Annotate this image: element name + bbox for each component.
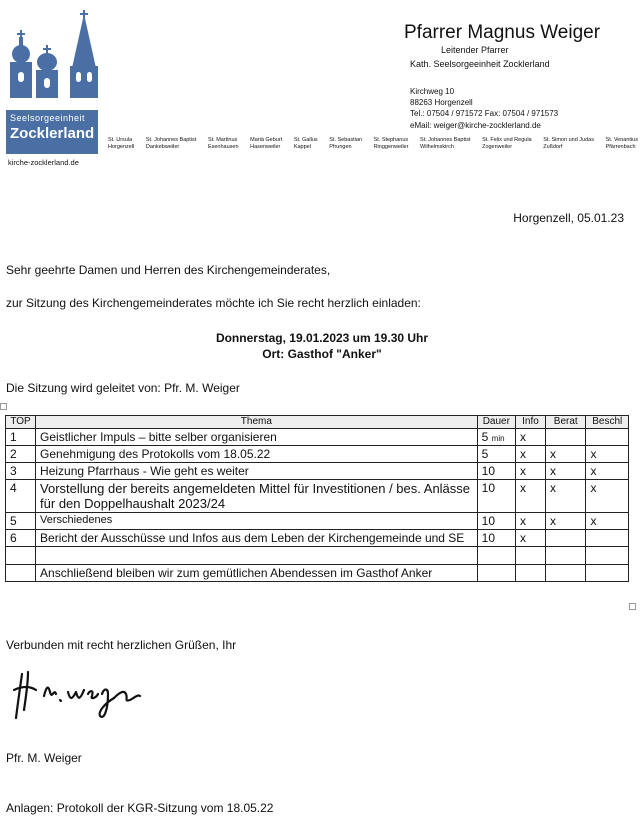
- meeting-date-time: Donnerstag, 19.01.2023 um 19.30 Uhr: [215, 331, 429, 345]
- parish-place: Zußdorf: [543, 144, 563, 150]
- parish-saint: St. Martinus: [207, 137, 238, 143]
- attachments-text: Anlagen: Protokoll der KGR-Sitzung vom 18.05.22: [6, 801, 274, 815]
- parish-saint: St. Johannes Baptist: [420, 137, 471, 143]
- parish-item: [374, 137, 409, 151]
- cell-footer-note: Anschließend bleiben wir zum gemütlichen Abendessen im Gasthof Anker: [36, 565, 478, 582]
- cell-beschl: [586, 530, 629, 547]
- parish-item: [108, 137, 134, 151]
- cell-top: 2: [6, 446, 36, 463]
- cell-empty: [477, 565, 515, 582]
- parish-place: Wilhelmskirch: [420, 144, 454, 150]
- table-move-handle[interactable]: [0, 403, 7, 410]
- letter-date: Horgenzell, 05.01.23: [513, 211, 624, 225]
- sender-name: Pfarrer Magnus Weiger: [404, 22, 601, 43]
- logo-wordmark: [6, 110, 98, 154]
- cell-dauer: 10: [477, 463, 515, 480]
- parish-saint: St. Venantius: [605, 137, 638, 143]
- agenda-header-row: [6, 416, 629, 429]
- parish-place: Dankebweiler: [145, 144, 180, 150]
- col-header-top: TOP: [6, 416, 36, 429]
- cell-dauer: 10: [477, 513, 515, 530]
- cell-info: x: [515, 480, 545, 513]
- logo-line-2: Zocklerland: [10, 125, 95, 142]
- sender-city: 88263 Horgenzell: [410, 98, 473, 108]
- parish-place: Esenhausen: [207, 144, 239, 150]
- cell-top: 4: [6, 480, 36, 513]
- cell-dauer: [477, 429, 515, 446]
- col-header-berat: Berat: [546, 416, 586, 429]
- parish-list: [108, 137, 638, 151]
- parish-saint: St. Johannes Baptist: [145, 137, 197, 143]
- cell-empty: [6, 565, 36, 582]
- cell-beschl: x: [586, 463, 629, 480]
- table-row-footer: [6, 565, 629, 582]
- parish-saint: Mariä Geburt: [250, 137, 283, 143]
- parish-saint: St. Stephanus: [373, 137, 409, 143]
- sender-email[interactable]: eMail: weiger@kirche-zocklerland.de: [410, 120, 541, 130]
- agenda-table: [5, 415, 629, 582]
- cell-empty: [515, 565, 545, 582]
- signer-name: Pfr. M. Weiger: [6, 751, 82, 765]
- parish-saint: St. Gallus: [293, 137, 318, 143]
- parish-item: [146, 137, 196, 151]
- cell-beschl: x: [586, 446, 629, 463]
- cell-berat: [546, 530, 586, 547]
- cell-empty: [586, 565, 629, 582]
- cell-berat: x: [546, 463, 586, 480]
- parish-place: Pfrungen: [329, 144, 352, 150]
- church-logo-icon: [6, 10, 98, 98]
- cell-info: x: [515, 446, 545, 463]
- cell-berat: x: [546, 480, 586, 513]
- parish-saint: St. Ursula: [108, 137, 133, 143]
- salutation: Sehr geehrte Damen und Herren des Kirchengemeinderates,: [6, 263, 331, 277]
- cell-info: x: [515, 530, 545, 547]
- cell-dauer-value: 5: [481, 430, 489, 444]
- website-link[interactable]: kirche-zocklerland.de: [8, 158, 79, 167]
- col-header-info: Info: [515, 416, 545, 429]
- sender-address: [410, 86, 558, 131]
- cell-thema: Verschiedenes: [36, 513, 478, 530]
- sender-phone: Tel.: 07504 / 971572 Fax: 07504 / 971573: [410, 109, 559, 119]
- cell-empty: [586, 547, 629, 565]
- parish-item: [294, 137, 318, 151]
- parish-item: [329, 137, 362, 151]
- parish-saint: St. Felix und Regula: [482, 137, 532, 143]
- cell-berat: x: [546, 513, 586, 530]
- cell-dauer: 10: [477, 480, 515, 513]
- table-row: [6, 446, 629, 463]
- parish-item: [420, 137, 470, 151]
- cell-dauer: 5: [477, 446, 515, 463]
- cell-top: 1: [6, 429, 36, 446]
- table-resize-handle[interactable]: [629, 603, 636, 610]
- cell-info: x: [515, 463, 545, 480]
- col-header-thema: Thema: [36, 416, 478, 429]
- col-header-beschl: Beschl: [586, 416, 629, 429]
- parish-place: Hasenweiler: [250, 144, 281, 150]
- meeting-location: Ort: Gasthof "Anker": [262, 347, 382, 361]
- parish-place: Horgenzell: [108, 144, 135, 150]
- sender-street: Kirchweg 10: [410, 87, 455, 96]
- cell-empty: [546, 565, 586, 582]
- cell-beschl: x: [586, 513, 629, 530]
- sender-role: Leitender Pfarrer: [441, 45, 509, 55]
- intro-text: zur Sitzung des Kirchengemeinderates möchte ich Sie recht herzlich einladen:: [6, 296, 421, 310]
- parish-place: Pfärrenbach: [605, 144, 636, 150]
- chair-text: Die Sitzung wird geleitet von: Pfr. M. Weiger: [6, 381, 240, 395]
- cell-info: x: [515, 429, 545, 446]
- cell-info: x: [515, 513, 545, 530]
- parish-item: [606, 137, 638, 151]
- cell-top: 6: [6, 530, 36, 547]
- parish-place: Zogenweiler: [482, 144, 513, 150]
- parish-saint: St. Simon und Judas: [543, 137, 594, 143]
- parish-item: [208, 137, 239, 151]
- table-row: [6, 429, 629, 446]
- sender-unit: Kath. Seelsorgeeinheit Zocklerland: [410, 59, 550, 69]
- cell-thema: Vorstellung der bereits angemeldeten Mittel für Investitionen / bes. Anlässe für den Doppelhaushalt 2023/24: [36, 480, 478, 513]
- cell-thema: Bericht der Ausschüsse und Infos aus dem Leben der Kirchengemeinde und SE: [36, 530, 478, 547]
- signature-image: [10, 666, 145, 726]
- col-header-dauer: Dauer: [477, 416, 515, 429]
- parish-saint: St. Sebastian: [329, 137, 362, 143]
- cell-empty: [477, 547, 515, 565]
- cell-beschl: x: [586, 480, 629, 513]
- table-row: [6, 480, 629, 513]
- parish-item: [482, 137, 532, 151]
- cell-empty: [6, 547, 36, 565]
- parish-place: Kappel: [293, 144, 311, 150]
- cell-dauer: 10: [477, 530, 515, 547]
- cell-top: 3: [6, 463, 36, 480]
- cell-thema: Genehmigung des Protokolls vom 18.05.22: [36, 446, 478, 463]
- cell-empty: [515, 547, 545, 565]
- parish-item: [543, 137, 594, 151]
- cell-dauer-unit: min: [491, 434, 505, 443]
- logo-line-1: Seelsorgeeinheit: [10, 113, 86, 123]
- closing-text: Verbunden mit recht herzlichen Grüßen, Ihr: [6, 638, 237, 652]
- cell-empty: [36, 547, 478, 565]
- cell-beschl: [586, 429, 629, 446]
- cell-thema: Heizung Pfarrhaus - Wie geht es weiter: [36, 463, 478, 480]
- table-row: [6, 513, 629, 530]
- cell-empty: [546, 547, 586, 565]
- table-row-empty: [6, 547, 629, 565]
- cell-berat: x: [546, 446, 586, 463]
- cell-berat: [546, 429, 586, 446]
- cell-thema: Geistlicher Impuls – bitte selber organisieren: [36, 429, 478, 446]
- table-row: [6, 530, 629, 547]
- table-row: [6, 463, 629, 480]
- parish-place: Ringgenweiler: [373, 144, 409, 150]
- parish-item: [250, 137, 282, 151]
- cell-top: 5: [6, 513, 36, 530]
